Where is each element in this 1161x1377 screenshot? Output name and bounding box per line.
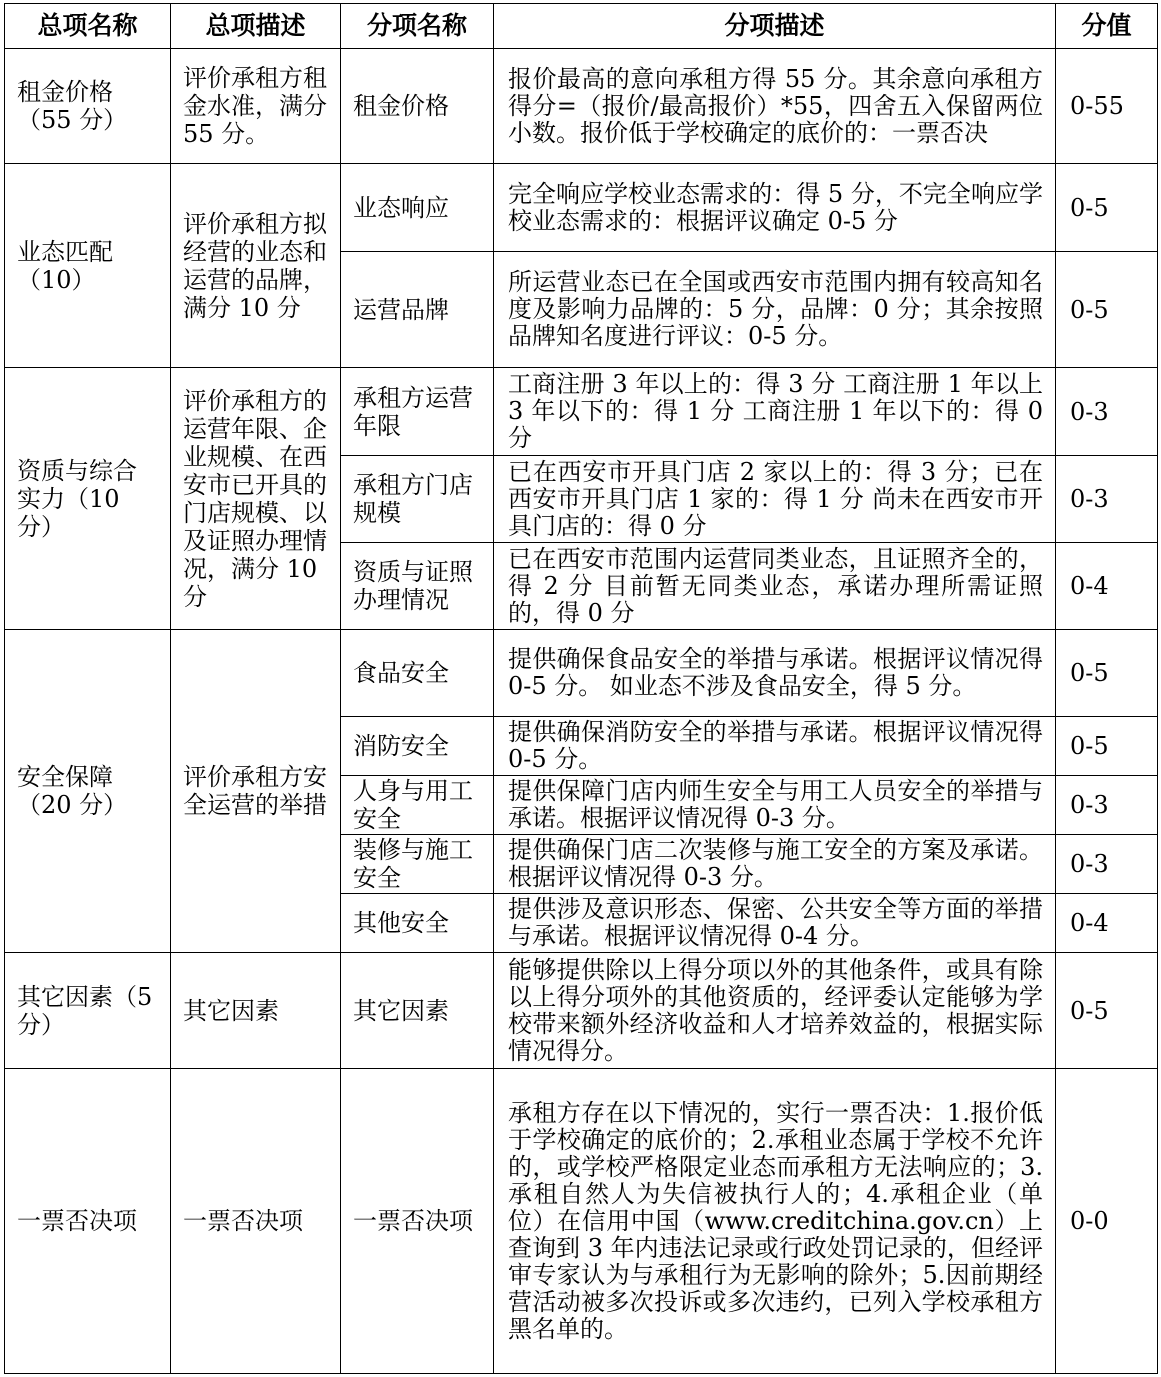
item-name: 承租方运营年限 — [341, 368, 494, 456]
item-desc: 能够提供除以上得分项以外的其他条件，或具有除以上得分项外的其他资质的，经评委认定能够为学校带来额外经济收益和人才培养效益的，根据实际情况得分。 — [494, 953, 1056, 1069]
table-row — [5, 1069, 1158, 1374]
item-name: 人身与用工安全 — [341, 776, 494, 835]
table-row — [5, 164, 1158, 252]
item-score: 0-0 — [1056, 1069, 1158, 1374]
item-score: 0-4 — [1056, 543, 1158, 630]
category-desc: 其它因素 — [171, 953, 341, 1069]
category-desc: 评价承租方安全运营的举措 — [171, 630, 341, 953]
item-name: 其它因素 — [341, 953, 494, 1069]
header-item-desc: 分项描述 — [494, 4, 1056, 49]
category-name: 安全保障（20 分） — [5, 630, 171, 953]
table-row — [5, 953, 1158, 1069]
item-name: 一票否决项 — [341, 1069, 494, 1374]
item-desc: 已在西安市开具门店 2 家以上的：得 3 分；已在西安市开具门店 1 家的：得 1 分 尚未在西安市开具门店的：得 0 分 — [494, 456, 1056, 543]
table-row — [5, 630, 1158, 717]
item-name: 消防安全 — [341, 717, 494, 776]
item-desc: 承租方存在以下情况的，实行一票否决：1.报价低于学校确定的底价的；2.承租业态属于学校不允许的，或学校严格限定业态而承租方无法响应的；3.承租自然人为失信被执行人的；4.承租企业（单位）在信用中国（www.creditchina.gov.cn）上查询到 3 年内违法记录或行政处罚记录的，但经评审专家认为与承租行为无影响的除外；5.因前期经营活动被多次投诉或多次违约，已列入学校承租方黑名单的。 — [494, 1069, 1056, 1374]
header-item-name: 分项名称 — [341, 4, 494, 49]
item-score: 0-3 — [1056, 776, 1158, 835]
category-name: 租金价格（55 分） — [5, 49, 171, 164]
header-score: 分值 — [1056, 4, 1158, 49]
category-name: 其它因素（5 分） — [5, 953, 171, 1069]
item-desc: 工商注册 3 年以上的：得 3 分 工商注册 1 年以上 3 年以下的：得 1 分 工商注册 1 年以下的：得 0 分 — [494, 368, 1056, 456]
header-category-desc: 总项描述 — [171, 4, 341, 49]
category-desc: 评价承租方拟经营的业态和运营的品牌，满分 10 分 — [171, 164, 341, 368]
item-score: 0-3 — [1056, 368, 1158, 456]
category-name: 一票否决项 — [5, 1069, 171, 1374]
item-score: 0-5 — [1056, 630, 1158, 717]
item-name: 租金价格 — [341, 49, 494, 164]
item-score: 0-5 — [1056, 717, 1158, 776]
item-score: 0-5 — [1056, 164, 1158, 252]
header-category-name: 总项名称 — [5, 4, 171, 49]
item-desc: 已在西安市范围内运营同类业态，且证照齐全的，得 2 分 目前暂无同类业态，承诺办理所需证照的，得 0 分 — [494, 543, 1056, 630]
item-name: 业态响应 — [341, 164, 494, 252]
item-name: 资质与证照办理情况 — [341, 543, 494, 630]
item-name: 装修与施工安全 — [341, 835, 494, 894]
category-desc: 评价承租方租金水准，满分 55 分。 — [171, 49, 341, 164]
table-row — [5, 368, 1158, 456]
item-score: 0-3 — [1056, 456, 1158, 543]
category-desc: 评价承租方的运营年限、企业规模、在西安市已开具的门店规模、以及证照办理情况，满分 10 分 — [171, 368, 341, 630]
category-desc: 一票否决项 — [171, 1069, 341, 1374]
item-desc: 提供保障门店内师生安全与用工人员安全的举措与承诺。根据评议情况得 0-3 分。 — [494, 776, 1056, 835]
header-row — [5, 4, 1158, 49]
item-name: 食品安全 — [341, 630, 494, 717]
item-name: 其他安全 — [341, 894, 494, 953]
item-name: 承租方门店规模 — [341, 456, 494, 543]
item-score: 0-4 — [1056, 894, 1158, 953]
item-desc: 提供确保消防安全的举措与承诺。根据评议情况得 0-5 分。 — [494, 717, 1056, 776]
category-name: 资质与综合实力（10 分） — [5, 368, 171, 630]
scoring-table — [4, 3, 1158, 1374]
table-row — [5, 49, 1158, 164]
item-desc: 所运营业态已在全国或西安市范围内拥有较高知名度及影响力品牌的：5 分，品牌：0 分；其余按照品牌知名度进行评议：0-5 分。 — [494, 252, 1056, 368]
item-score: 0-5 — [1056, 953, 1158, 1069]
item-desc: 完全响应学校业态需求的：得 5 分，不完全响应学校业态需求的：根据评议确定 0-5 分 — [494, 164, 1056, 252]
item-desc: 报价最高的意向承租方得 55 分。其余意向承租方得分=（报价/最高报价）*55，四舍五入保留两位小数。报价低于学校确定的底价的：一票否决 — [494, 49, 1056, 164]
category-name: 业态匹配（10） — [5, 164, 171, 368]
item-score: 0-3 — [1056, 835, 1158, 894]
item-score: 0-5 — [1056, 252, 1158, 368]
item-desc: 提供确保门店二次装修与施工安全的方案及承诺。根据评议情况得 0-3 分。 — [494, 835, 1056, 894]
item-name: 运营品牌 — [341, 252, 494, 368]
item-score: 0-55 — [1056, 49, 1158, 164]
item-desc: 提供确保食品安全的举措与承诺。根据评议情况得 0-5 分。 如业态不涉及食品安全，得 5 分。 — [494, 630, 1056, 717]
item-desc: 提供涉及意识形态、保密、公共安全等方面的举措与承诺。根据评议情况得 0-4 分。 — [494, 894, 1056, 953]
